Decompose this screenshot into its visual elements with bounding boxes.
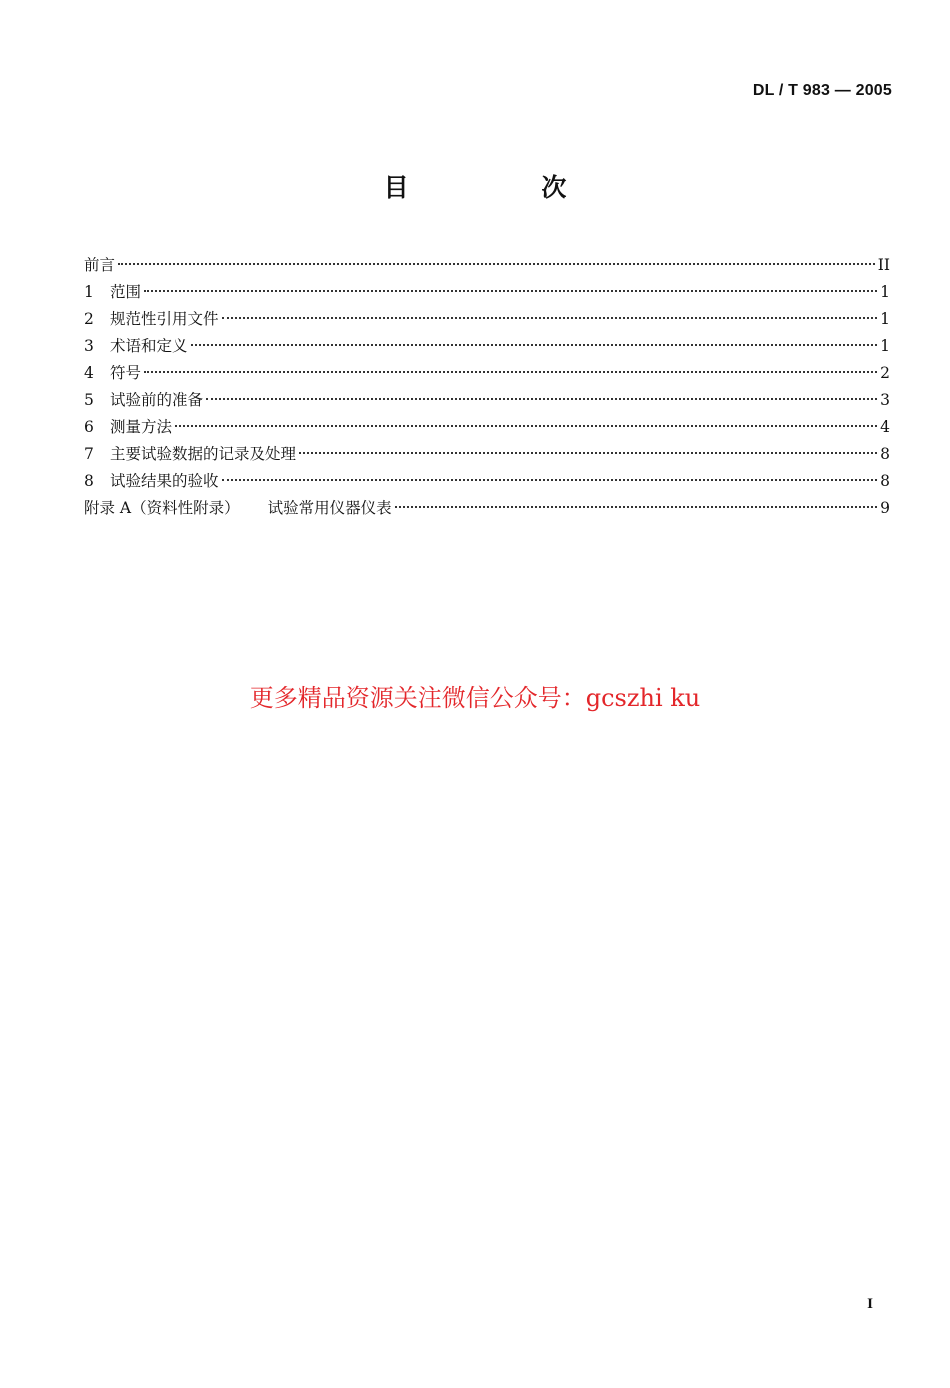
toc-entry-number: 2 bbox=[84, 310, 94, 328]
toc-leader-dots bbox=[144, 290, 877, 292]
page-number: I bbox=[867, 1296, 873, 1312]
toc-entry-number: 4 bbox=[84, 364, 94, 382]
toc-entry-6[interactable] bbox=[84, 414, 890, 441]
toc-entry-number: 7 bbox=[84, 445, 94, 463]
toc-entry-4[interactable] bbox=[84, 360, 890, 387]
toc-leader-dots bbox=[191, 344, 878, 346]
promo-text: 更多精品资源关注微信公众号：gcszhi ku bbox=[249, 684, 701, 712]
toc-entry-page: II bbox=[877, 256, 890, 274]
toc-entry-page: 2 bbox=[880, 364, 890, 382]
toc-entry-title: 规范性引用文件 bbox=[110, 310, 219, 328]
toc-entry-number: 5 bbox=[84, 391, 94, 409]
toc-entry-page: 8 bbox=[880, 445, 890, 463]
toc-entry-page: 1 bbox=[880, 310, 890, 328]
toc-entry-7[interactable] bbox=[84, 441, 890, 468]
toc-entry-2[interactable] bbox=[84, 306, 890, 333]
toc-entry-title: 术语和定义 bbox=[110, 337, 188, 355]
toc-entry-page: 1 bbox=[880, 283, 890, 301]
toc-entry-number: 8 bbox=[84, 472, 94, 490]
toc-leader-dots bbox=[206, 398, 877, 400]
toc-entry-number: 3 bbox=[84, 337, 94, 355]
toc-entry-title: 试验前的准备 bbox=[110, 391, 204, 409]
toc-entry-page: 9 bbox=[880, 499, 890, 517]
toc-entry-1[interactable] bbox=[84, 279, 890, 306]
toc-entry-title: 符号 bbox=[110, 364, 142, 382]
toc-entry-title: 范围 bbox=[110, 283, 142, 301]
toc-entry-title: 前言 bbox=[84, 256, 116, 274]
toc-leader-dots bbox=[222, 317, 878, 319]
toc-leader-dots bbox=[118, 263, 875, 265]
toc-entry-title: 试验结果的验收 bbox=[110, 472, 219, 490]
toc-entry-page: 8 bbox=[880, 472, 890, 490]
toc-entry-number: 6 bbox=[84, 418, 94, 436]
standard-code: DL / T 983 — 2005 bbox=[752, 82, 892, 99]
toc-entry-page: 3 bbox=[880, 391, 890, 409]
toc-leader-dots bbox=[222, 479, 878, 481]
toc-leader-dots bbox=[395, 506, 877, 508]
toc-leader-dots bbox=[144, 371, 877, 373]
toc-entry-title: 测量方法 bbox=[110, 418, 173, 436]
toc-entry-title: 主要试验数据的记录及处理 bbox=[110, 445, 297, 463]
toc-entry-page: 1 bbox=[880, 337, 890, 355]
toc-appendix-subtitle: 试验常用仪器仪表 bbox=[267, 499, 392, 517]
page-title: 目 次 bbox=[383, 173, 629, 202]
toc-entry-page: 4 bbox=[880, 418, 890, 436]
toc-entry-appendix-a[interactable] bbox=[84, 495, 890, 522]
table-of-contents bbox=[84, 252, 890, 522]
toc-leader-dots bbox=[175, 425, 877, 427]
toc-leader-dots bbox=[299, 452, 877, 454]
toc-entry-8[interactable] bbox=[84, 468, 890, 495]
toc-entry-3[interactable] bbox=[84, 333, 890, 360]
toc-entry-number: 1 bbox=[84, 283, 94, 301]
toc-entry-foreword[interactable] bbox=[84, 252, 890, 279]
toc-entry-5[interactable] bbox=[84, 387, 890, 414]
toc-appendix-label: 附录 A（资料性附录） bbox=[84, 499, 240, 517]
toc-entry-title bbox=[84, 495, 392, 522]
